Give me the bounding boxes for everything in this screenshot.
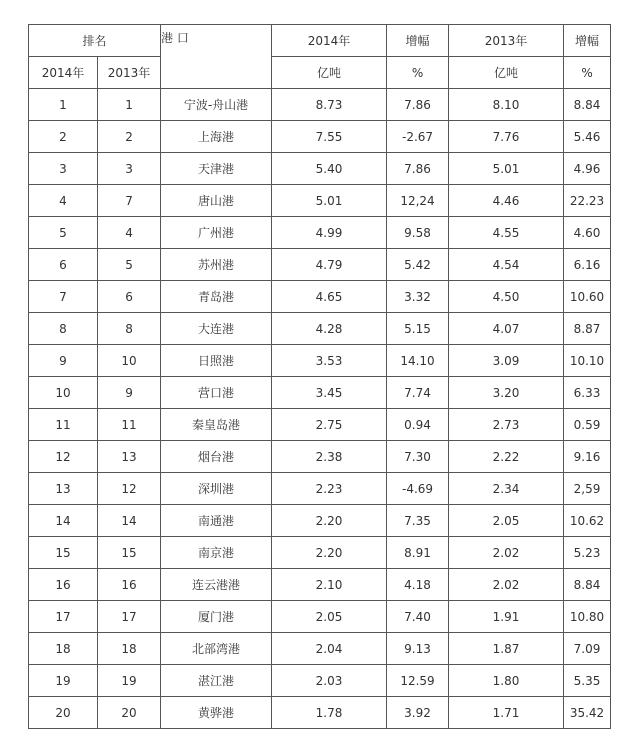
throughput-2013-cell: 4.07 <box>449 313 564 345</box>
throughput-2013-cell: 7.76 <box>449 121 564 153</box>
unit-2013-header: 亿吨 <box>449 57 564 89</box>
throughput-2013-cell: 4.55 <box>449 217 564 249</box>
growth-2013-unit-header: % <box>564 57 611 89</box>
growth-2014-cell: 5.42 <box>387 249 449 281</box>
port-name-cell: 黄骅港 <box>161 697 272 729</box>
rank-2014-cell: 6 <box>29 249 98 281</box>
rank-2014-cell: 9 <box>29 345 98 377</box>
rank-2013-cell: 12 <box>98 473 161 505</box>
unit-2014-header: 亿吨 <box>272 57 387 89</box>
port-name-cell: 连云港港 <box>161 569 272 601</box>
throughput-2013-cell: 2.02 <box>449 569 564 601</box>
rank-2013-cell: 18 <box>98 633 161 665</box>
growth-2014-cell: 5.15 <box>387 313 449 345</box>
rank-2014-cell: 3 <box>29 153 98 185</box>
throughput-2014-cell: 2.04 <box>272 633 387 665</box>
rank-2014-cell: 5 <box>29 217 98 249</box>
growth-2013-cell: 8.84 <box>564 89 611 121</box>
table-row <box>29 313 611 345</box>
header-row-2 <box>29 57 611 89</box>
rank-2014-cell: 8 <box>29 313 98 345</box>
port-name-cell: 营口港 <box>161 377 272 409</box>
growth-2014-header: 增幅 <box>387 25 449 57</box>
rank-2014-cell: 15 <box>29 537 98 569</box>
table-row <box>29 217 611 249</box>
throughput-2014-cell: 2.10 <box>272 569 387 601</box>
growth-2013-cell: 5.35 <box>564 665 611 697</box>
table-row <box>29 665 611 697</box>
throughput-2014-cell: 2.20 <box>272 505 387 537</box>
table-row <box>29 473 611 505</box>
rank-2013-cell: 9 <box>98 377 161 409</box>
rank-2013-cell: 4 <box>98 217 161 249</box>
growth-2013-cell: 35.42 <box>564 697 611 729</box>
rank-2013-cell: 10 <box>98 345 161 377</box>
port-name-cell: 厦门港 <box>161 601 272 633</box>
rank-2013-cell: 11 <box>98 409 161 441</box>
port-name-cell: 唐山港 <box>161 185 272 217</box>
rank-2014-cell: 10 <box>29 377 98 409</box>
throughput-2014-cell: 2.03 <box>272 665 387 697</box>
table-row <box>29 505 611 537</box>
growth-2014-cell: 4.18 <box>387 569 449 601</box>
growth-2014-cell: 9.58 <box>387 217 449 249</box>
rank-2014-cell: 7 <box>29 281 98 313</box>
rank-2013-cell: 13 <box>98 441 161 473</box>
growth-2013-cell: 22.23 <box>564 185 611 217</box>
growth-2013-cell: 4.60 <box>564 217 611 249</box>
throughput-2013-cell: 3.20 <box>449 377 564 409</box>
throughput-2013-cell: 4.54 <box>449 249 564 281</box>
rank-2014-cell: 18 <box>29 633 98 665</box>
growth-2014-cell: 7.86 <box>387 89 449 121</box>
table-row <box>29 441 611 473</box>
rank-2013-cell: 8 <box>98 313 161 345</box>
table-row <box>29 153 611 185</box>
throughput-2013-cell: 4.46 <box>449 185 564 217</box>
growth-2013-cell: 2,59 <box>564 473 611 505</box>
rank-2013-cell: 6 <box>98 281 161 313</box>
rank-2013-cell: 2 <box>98 121 161 153</box>
growth-2014-unit-header: % <box>387 57 449 89</box>
growth-2014-cell: 3.92 <box>387 697 449 729</box>
growth-2013-cell: 9.16 <box>564 441 611 473</box>
growth-2014-cell: 7.35 <box>387 505 449 537</box>
port-name-cell: 宁波-舟山港 <box>161 89 272 121</box>
throughput-2013-cell: 3.09 <box>449 345 564 377</box>
growth-2014-cell: -2.67 <box>387 121 449 153</box>
rank-2013-cell: 15 <box>98 537 161 569</box>
rank-2013-cell: 7 <box>98 185 161 217</box>
table-row <box>29 633 611 665</box>
throughput-2014-cell: 4.28 <box>272 313 387 345</box>
rank-2014-cell: 13 <box>29 473 98 505</box>
throughput-2014-cell: 3.53 <box>272 345 387 377</box>
growth-2013-cell: 4.96 <box>564 153 611 185</box>
throughput-2014-cell: 4.65 <box>272 281 387 313</box>
table-row <box>29 89 611 121</box>
rank-2014-header: 2014年 <box>29 57 98 89</box>
throughput-2013-cell: 2.22 <box>449 441 564 473</box>
throughput-2014-cell: 5.40 <box>272 153 387 185</box>
growth-2013-cell: 10.60 <box>564 281 611 313</box>
growth-2013-cell: 5.46 <box>564 121 611 153</box>
table-row <box>29 281 611 313</box>
port-name-cell: 日照港 <box>161 345 272 377</box>
growth-2013-cell: 10.62 <box>564 505 611 537</box>
rank-2013-cell: 16 <box>98 569 161 601</box>
rank-2013-cell: 3 <box>98 153 161 185</box>
rank-2014-cell: 4 <box>29 185 98 217</box>
port-name-cell: 北部湾港 <box>161 633 272 665</box>
year-2013-header: 2013年 <box>449 25 564 57</box>
throughput-2013-cell: 2.05 <box>449 505 564 537</box>
growth-2014-cell: 7.30 <box>387 441 449 473</box>
growth-2014-cell: 7.40 <box>387 601 449 633</box>
growth-2013-cell: 0.59 <box>564 409 611 441</box>
rank-2013-cell: 20 <box>98 697 161 729</box>
port-throughput-table <box>28 24 611 729</box>
growth-2014-cell: 12,24 <box>387 185 449 217</box>
rank-header: 排名 <box>29 25 161 57</box>
table-row <box>29 345 611 377</box>
throughput-2014-cell: 2.23 <box>272 473 387 505</box>
growth-2013-cell: 8.84 <box>564 569 611 601</box>
rank-2013-cell: 19 <box>98 665 161 697</box>
table-row <box>29 569 611 601</box>
rank-2014-cell: 20 <box>29 697 98 729</box>
throughput-2014-cell: 2.05 <box>272 601 387 633</box>
throughput-2013-cell: 1.80 <box>449 665 564 697</box>
rank-2013-cell: 1 <box>98 89 161 121</box>
growth-2014-cell: 0.94 <box>387 409 449 441</box>
throughput-2014-cell: 3.45 <box>272 377 387 409</box>
growth-2013-header: 增幅 <box>564 25 611 57</box>
throughput-2013-cell: 1.91 <box>449 601 564 633</box>
growth-2013-cell: 5.23 <box>564 537 611 569</box>
port-name-cell: 天津港 <box>161 153 272 185</box>
growth-2013-cell: 6.33 <box>564 377 611 409</box>
port-name-cell: 广州港 <box>161 217 272 249</box>
rank-2014-cell: 2 <box>29 121 98 153</box>
rank-2014-cell: 1 <box>29 89 98 121</box>
port-name-cell: 南京港 <box>161 537 272 569</box>
growth-2013-cell: 10.10 <box>564 345 611 377</box>
throughput-2013-cell: 1.87 <box>449 633 564 665</box>
growth-2013-cell: 7.09 <box>564 633 611 665</box>
throughput-2014-cell: 4.99 <box>272 217 387 249</box>
throughput-2013-cell: 2.02 <box>449 537 564 569</box>
growth-2013-cell: 6.16 <box>564 249 611 281</box>
table-row <box>29 601 611 633</box>
header-row-1 <box>29 25 611 57</box>
port-name-cell: 湛江港 <box>161 665 272 697</box>
growth-2014-cell: -4.69 <box>387 473 449 505</box>
rank-2013-cell: 14 <box>98 505 161 537</box>
growth-2014-cell: 9.13 <box>387 633 449 665</box>
growth-2014-cell: 12.59 <box>387 665 449 697</box>
throughput-2014-cell: 7.55 <box>272 121 387 153</box>
rank-2014-cell: 19 <box>29 665 98 697</box>
throughput-2014-cell: 8.73 <box>272 89 387 121</box>
growth-2014-cell: 3.32 <box>387 281 449 313</box>
throughput-2013-cell: 5.01 <box>449 153 564 185</box>
throughput-2014-cell: 2.38 <box>272 441 387 473</box>
rank-2013-cell: 5 <box>98 249 161 281</box>
growth-2014-cell: 14.10 <box>387 345 449 377</box>
growth-2014-cell: 8.91 <box>387 537 449 569</box>
growth-2013-cell: 10.80 <box>564 601 611 633</box>
port-name-cell: 深圳港 <box>161 473 272 505</box>
throughput-2013-cell: 4.50 <box>449 281 564 313</box>
throughput-2013-cell: 2.73 <box>449 409 564 441</box>
throughput-2014-cell: 5.01 <box>272 185 387 217</box>
throughput-2013-cell: 8.10 <box>449 89 564 121</box>
throughput-2014-cell: 4.79 <box>272 249 387 281</box>
port-name-cell: 烟台港 <box>161 441 272 473</box>
table-row <box>29 409 611 441</box>
table-row <box>29 121 611 153</box>
rank-2014-cell: 11 <box>29 409 98 441</box>
port-name-cell: 上海港 <box>161 121 272 153</box>
rank-2013-cell: 17 <box>98 601 161 633</box>
port-header: 港 口 <box>161 25 272 89</box>
port-name-cell: 大连港 <box>161 313 272 345</box>
throughput-2013-cell: 1.71 <box>449 697 564 729</box>
table-row <box>29 377 611 409</box>
table-row <box>29 537 611 569</box>
table-row <box>29 249 611 281</box>
year-2014-header: 2014年 <box>272 25 387 57</box>
throughput-2014-cell: 2.75 <box>272 409 387 441</box>
port-name-cell: 苏州港 <box>161 249 272 281</box>
throughput-2014-cell: 2.20 <box>272 537 387 569</box>
growth-2013-cell: 8.87 <box>564 313 611 345</box>
rank-2014-cell: 17 <box>29 601 98 633</box>
throughput-2013-cell: 2.34 <box>449 473 564 505</box>
growth-2014-cell: 7.86 <box>387 153 449 185</box>
throughput-2014-cell: 1.78 <box>272 697 387 729</box>
table-row <box>29 697 611 729</box>
port-name-cell: 南通港 <box>161 505 272 537</box>
rank-2014-cell: 14 <box>29 505 98 537</box>
port-name-cell: 秦皇岛港 <box>161 409 272 441</box>
rank-2013-header: 2013年 <box>98 57 161 89</box>
growth-2014-cell: 7.74 <box>387 377 449 409</box>
rank-2014-cell: 16 <box>29 569 98 601</box>
table-row <box>29 185 611 217</box>
rank-2014-cell: 12 <box>29 441 98 473</box>
port-name-cell: 青岛港 <box>161 281 272 313</box>
